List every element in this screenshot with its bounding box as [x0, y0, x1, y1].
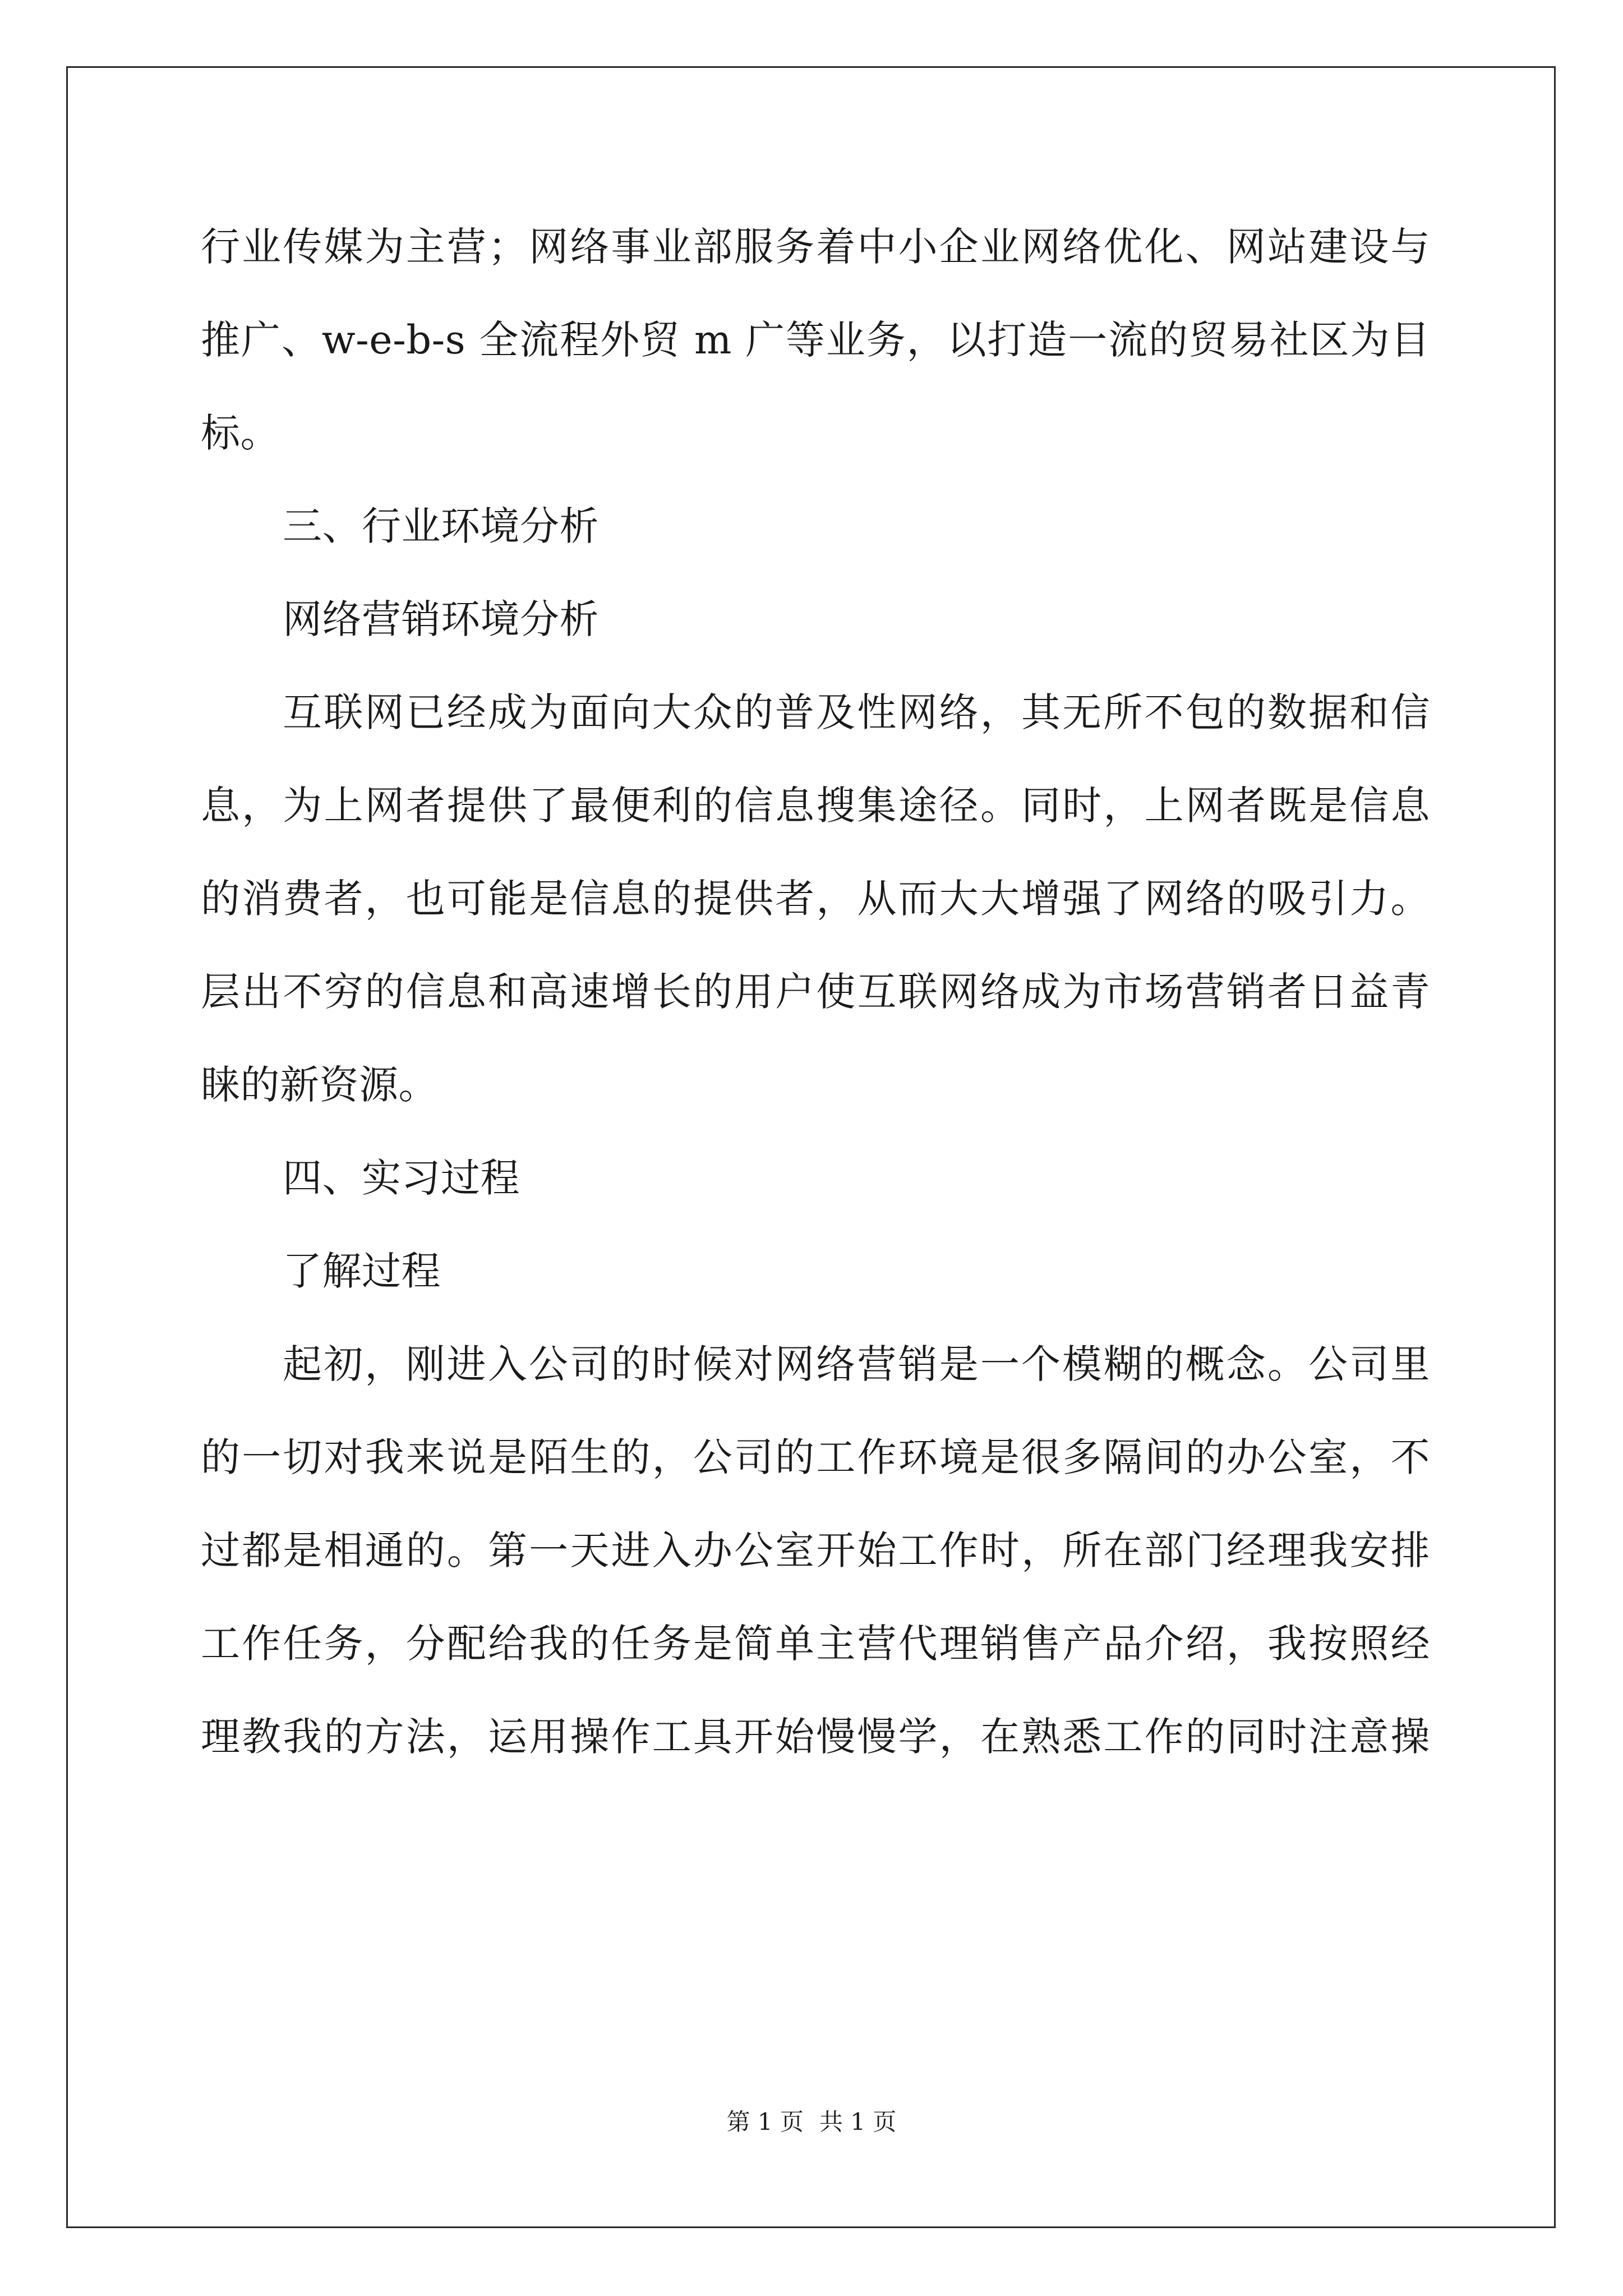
subsection-heading: 了解过程 [283, 1248, 441, 1294]
subsection-heading: 网络营销环境分析 [283, 596, 599, 642]
text-line: 的消费者，也可能是信息的提供者，从而大大增强了网络的吸引力。 [201, 876, 1430, 922]
text-line: 工作任务，分配给我的任务是简单主营代理销售产品介绍，我按照经 [201, 1621, 1430, 1667]
section-heading: 四、实习过程 [283, 1155, 520, 1201]
text-line: 行业传媒为主营；网络事业部服务着中小企业网络优化、网站建设与 [201, 224, 1430, 270]
text-line: 推广、w-e-b-s 全流程外贸 m 广等业务，以打造一流的贸易社区为目 [201, 317, 1430, 363]
text-line: 标。 [201, 410, 280, 456]
section-heading: 三、行业环境分析 [283, 503, 599, 549]
text-line: 理教我的方法，运用操作工具开始慢慢学，在熟悉工作的同时注意操 [201, 1714, 1430, 1760]
document-body [201, 202, 1430, 1785]
page-footer [0, 2104, 1623, 2137]
text-line: 的一切对我来说是陌生的，公司的工作环境是很多隔间的办公室，不 [201, 1434, 1430, 1480]
text-line: 息，为上网者提供了最便利的信息搜集途径。同时，上网者既是信息 [201, 783, 1430, 829]
text-line: 睐的新资源。 [201, 1062, 438, 1108]
text-line: 过都是相通的。第一天进入办公室开始工作时，所在部门经理我安排 [201, 1527, 1430, 1573]
text-line: 层出不穷的信息和高速增长的用户使互联网络成为市场营销者日益青 [201, 969, 1430, 1015]
page-number-current: 第 1 页 [726, 2108, 804, 2136]
text-line: 互联网已经成为面向大众的普及性网络，其无所不包的数据和信 [283, 689, 1430, 735]
text-line: 起初，刚进入公司的时候对网络营销是一个模糊的概念。公司里 [283, 1341, 1430, 1387]
page-number-total: 共 1 页 [819, 2108, 897, 2136]
